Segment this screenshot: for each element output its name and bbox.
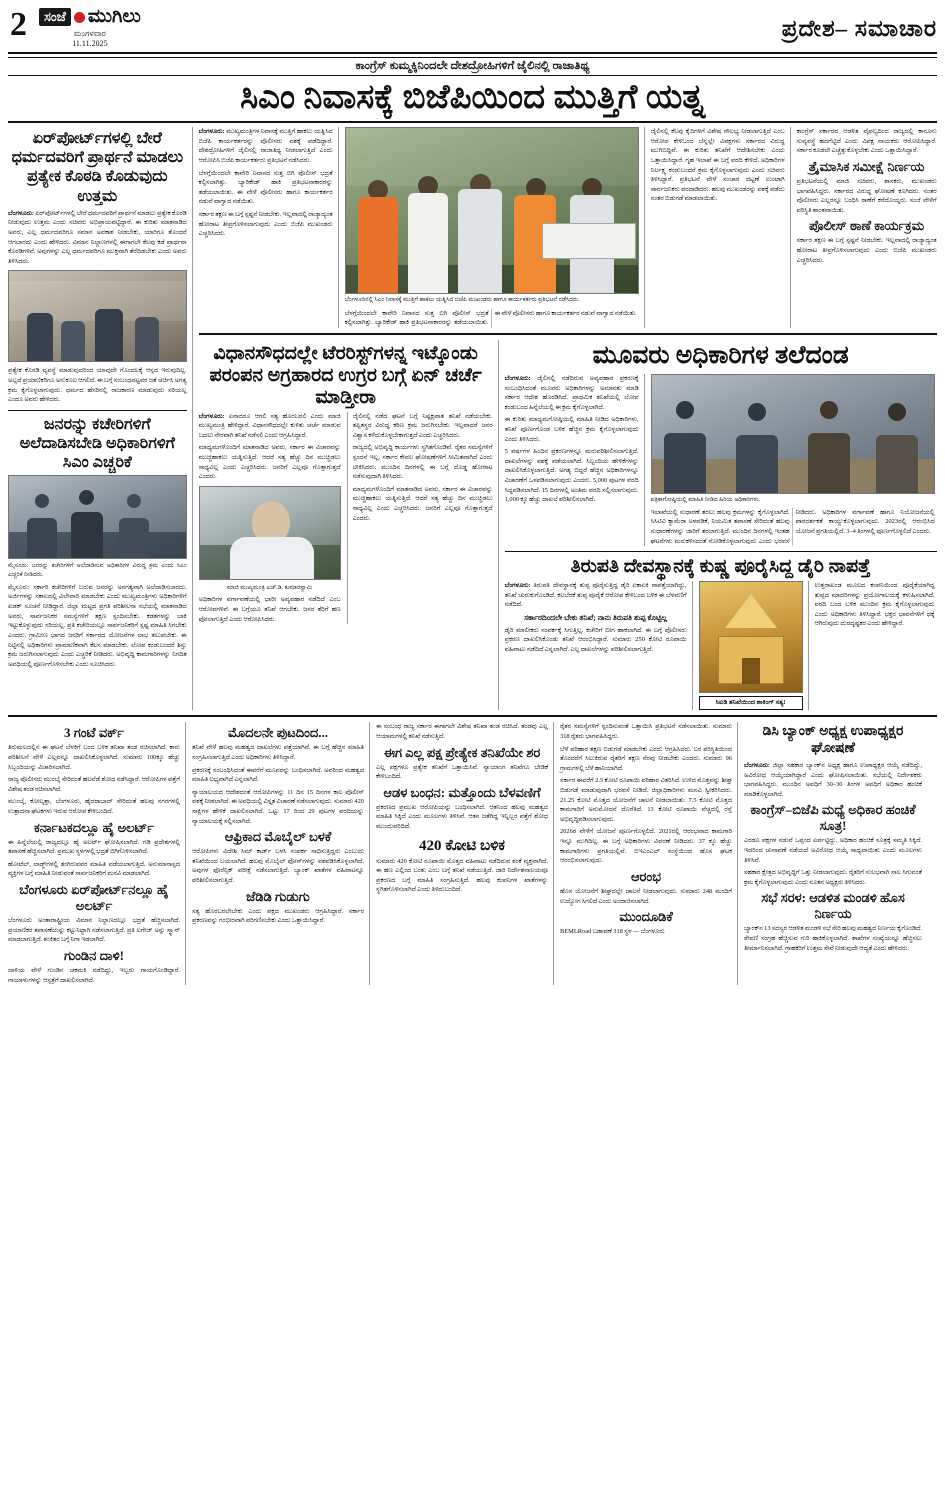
- left-story1-headline: ಏರ್‌ಪೋರ್ಟ್‌ಗಳಲ್ಲಿ ಬೇರೆ ಧರ್ಮದವರಿಗೆ ಪ್ರಾರ್ಥನೆ ಮಾಡಲು ಪ್ರತ್ಯೇಕ ಕೊಠಡಿ ಕೊಡುವುದು ಉತ್ತಮ: [11, 130, 184, 205]
- publication-logo: [39, 6, 141, 48]
- divider-main: [199, 333, 937, 335]
- bottom-c4-t2: ಬೆಳೆ ಪರಿಹಾರ ತಕ್ಷಣ ಬಿಡುಗಡೆ ಮಾಡಬೇಕು ಎಂದು ಆಗ್ರಹಿಸಿದರು. ಬರ ಪರಿಸ್ಥಿತಿಯಿಂದ ತೊಂದರೆಗೆ ಸಿಲುಕಿರುವ ರೈತರಿಗೆ ತಕ್ಷಣ ನೆರವು ನೀಡಬೇಕು ಎಂದರು. ಸುಮಾರು 96 ಗ್ರಾಮಗಳಲ್ಲಿ ಬೆಳೆ ಹಾನಿಯಾಗಿದೆ.: [560, 745, 732, 772]
- tirupati-side-text: ಉತ್ತರಾಖಂಡ ಮೂಲದ ಕಂಪನಿಯಿಂದ ಪೂರೈಕೆಯಾಗಿದ್ದ ತುಪ್ಪದ ಮಾದರಿಗಳನ್ನು ಪ್ರಯೋಗಾಲಯಕ್ಕೆ ಕಳುಹಿಸಲಾಗಿದೆ. ವರದಿ ಬಂದ ಬಳಿಕ ಮುಂದಿನ ಕ್ರಮ ಕೈಗೊಳ್ಳಲಾಗುವುದು ಎಂದು ಅಧಿಕಾರಿಗಳು ತಿಳಿಸಿದ್ದಾರೆ. ಭಕ್ತರ ಭಾವನೆಗಳಿಗೆ ಧಕ್ಕೆ ಆಗಿರುವುದು ದುರದೃಷ್ಟಕರ ಎಂದು ಹೇಳಿದ್ದಾರೆ.: [814, 581, 935, 628]
- logo-badge: ಸಂಜೆ: [39, 8, 71, 26]
- bottom-col-5: [744, 722, 922, 985]
- bottom-c5-h2: ಕಾಂಗ್ರೆಸ್‌–ಬಿಜೆಪಿ ಮಧ್ಯೆ ಅಧಿಕಾರ ಹಂಚಿಕೆ ಸೂತ್ರ!: [750, 802, 916, 834]
- tirupati-highlight: ಸರ್ಕಾರದಿಂದಲೇ ಬೇಕು ತನಿಖೆ; ನಾನು ತಿರುಪತಿ ತುಪ್ಪ ಕೊಟ್ಟಿಲ್ಲ: [524, 612, 668, 622]
- second-row: [199, 340, 937, 710]
- page-number: 2: [10, 6, 27, 43]
- bottom-c1-h1: 3 ಗಂಟೆ ವರ್ಕ್: [64, 725, 124, 741]
- bottom-c1-t4: ಈ ಹಿನ್ನೆಲೆಯಲ್ಲಿ ರಾಜ್ಯದಲ್ಲೂ ಹೈ ಅಲರ್ಟ್ ಘೋಷಿಸಲಾಗಿದೆ. ಗಡಿ ಪ್ರದೇಶಗಳಲ್ಲಿ ತಪಾಸಣೆ ಹೆಚ್ಚಿಸಲಾಗಿದೆ. ಪ್ರಮುಖ ಸ್ಥಳಗಳಲ್ಲಿ ಭದ್ರತೆ ಬಿಗಿಗೊಳಿಸಲಾಗಿದೆ.: [8, 838, 180, 856]
- terrorist-text5: ಅಧಿಕಾರಿಗಳ ವರ್ಗಾವಣೆಯಲ್ಲಿ ಭಾರೀ ಅವ್ಯವಹಾರ ನಡೆದಿದೆ ಎಂಬ ಆರೋಪಗಳಿವೆ. ಈ ಬಗ್ಗೆಯೂ ತನಿಖೆ ಆಗಬೇಕು. ಜನರ ತೆರಿಗೆ ಹಣ ಪೋಲಾಗುತ್ತಿದೆ ಎಂದು ಆರೋಪಿಸಿದರು.: [198, 596, 341, 623]
- terrorist-col-2: [347, 412, 493, 625]
- bottom-col-1: [8, 722, 186, 985]
- bottom-c2-h1: ಮೊದಲನೇ ಪುಟದಿಂದ...: [227, 725, 329, 741]
- main-para1: [199, 127, 333, 165]
- terrorist-story: [199, 340, 499, 710]
- terrorist-text2: ಮಾಧ್ಯಮಗಳೊಂದಿಗೆ ಮಾತನಾಡಿದ ಅವರು, ಸರ್ಕಾರ ಈ ವಿಚಾರವನ್ನು ಮುಚ್ಚಿಹಾಕಲು ಯತ್ನಿಸುತ್ತಿದೆ. ಆದರೆ ಸತ್ಯ ಹೆಚ್ಚು ದಿನ ಮುಚ್ಚಿಡಲು ಸಾಧ್ಯವಿಲ್ಲ ಎಂದು ಎಚ್ಚರಿಸಿದರು. ಜನರಿಗೆ ಎಲ್ಲವೂ ಗೊತ್ತಾಗುತ್ತದೆ ಎಂದರು.: [198, 444, 341, 481]
- bottom-c2-t3: ನ್ಯಾಯಾಲಯದ ಆದೇಶದಂತೆ ಆರೋಪಿಗಳನ್ನು 11 ದಿನ 15 ದಿನಗಳ ಕಾಲ ಪೊಲೀಸ್ ವಶಕ್ಕೆ ನೀಡಲಾಗಿದೆ. ಈ ಅವಧಿಯಲ್ಲಿ ವಿಸ್ತೃತ ವಿಚಾರಣೆ ನಡೆಸಲಾಗುವುದು. ಸುಮಾರು 420 ಸಾಕ್ಷಿಗಳ ಹೇಳಿಕೆ ದಾಖಲಿಸಲಾಗಿದೆ. ಒಟ್ಟು 17 ರಿಂದ 29 ಪುಟಗಳ ವರದಿಯನ್ನು ನ್ಯಾಯಾಲಯಕ್ಕೆ ಸಲ್ಲಿಸಲಾಗಿದೆ.: [192, 788, 364, 825]
- officers-dateline: ಬೆಂಗಳೂರು:: [504, 374, 531, 382]
- main-col-4: [797, 127, 937, 328]
- bottom-c2-h2: ಆಫ್ರಿಕಾದ ಮೊಬೈಲ್ ಬಳಕೆ: [224, 829, 332, 845]
- left-story1-dateline: ಬೆಂಗಳೂರು:: [8, 209, 34, 217]
- bottom-c5-t4: ಬ್ಯಾಂಕ್‌ನ 13 ಸದಸ್ಯರ ಆಡಳಿತ ಮಂಡಳಿ ಸಭೆ ಸೇರಿ ಹಲವು ಮಹತ್ವದ ನಿರ್ಣಯ ಕೈಗೊಂಡಿದೆ. ಠೇವಣಿ ಸಂಗ್ರಹ ಹೆಚ್ಚಿಸುವ ಗುರಿ ಹಾಕಿಕೊಳ್ಳಲಾಗಿದೆ. ಶಾಖೆಗಳ ಸಂಖ್ಯೆಯನ್ನೂ ಹೆಚ್ಚಿಸಲು ತೀರ್ಮಾನಿಸಲಾಗಿದೆ. ಗ್ರಾಹಕರಿಗೆ ಉತ್ತಮ ಸೇವೆ ನೀಡುವುದೇ ಆದ್ಯತೆ ಎಂದು ಹೇಳಿದರು.: [744, 925, 922, 952]
- main-column: [199, 127, 937, 710]
- left-story1-text2: ಪ್ರತ್ಯೇಕ ಕೊಠಡಿ ವ್ಯವಸ್ಥೆ ಮಾಡುವುದರಿಂದ ಯಾವುದೇ ಗೊಂದಲಕ್ಕೆ ಆಸ್ಪದ ಇರುವುದಿಲ್ಲ. ಅಲ್ಲದೆ ಪ್ರಯಾಣಿಕರಿಗೂ ಅನುಕೂಲ ಆಗಲಿದೆ. ಈ ಬಗ್ಗೆ ಸಂಬಂಧಪಟ್ಟವರ ಜತೆ ಚರ್ಚಿಸಿ ಅಗತ್ಯ ಕ್ರಮ ಕೈಗೊಳ್ಳಲಾಗುವುದು. ಧರ್ಮದ ಹೆಸರಿನಲ್ಲಿ ರಾಜಕಾರಣ ಮಾಡುವುದು ಸರಿಯಲ್ಲ ಎಂದೂ ಅವರು ಹೇಳಿದರು.: [8, 367, 187, 404]
- logo-row: [39, 6, 141, 28]
- bottom-c2-t5: ಸತ್ಯ ಹೊರಬರಲೇಬೇಕು ಎಂದು ಪಕ್ಷದ ಮುಖಂಡರು ಆಗ್ರಹಿಸಿದ್ದಾರೆ. ಸರ್ಕಾರ ಪ್ರಕರಣವನ್ನು ಗಂಭೀರವಾಗಿ ಪರಿಗಣಿಸಬೇಕು ಎಂದು ಒತ್ತಾಯಿಸಿದ್ದಾರೆ.: [192, 907, 364, 925]
- bottom-c3-h1: ಈಗ ಎಲ್ಲ ಪಕ್ಷ ಪ್ರೇತ್ಯೇಕ ತನಿಖೆಯೇ ಶರ: [383, 744, 541, 760]
- main-col4-text: ಕಾಂಗ್ರೆಸ್ ಸರ್ಕಾರದ ಆಡಳಿತ ವೈಫಲ್ಯದಿಂದ ರಾಜ್ಯದಲ್ಲಿ ಕಾನೂನು ಸುವ್ಯವಸ್ಥೆ ಹದಗೆಟ್ಟಿದೆ ಎಂದು ವಿಪಕ್ಷ ನಾಯಕರು ಆರೋಪಿಸಿದ್ದಾರೆ. ಸರ್ಕಾರ ಕೂಡಲೇ ಎಚ್ಚೆತ್ತುಕೊಳ್ಳಬೇಕು ಎಂದು ಒತ್ತಾಯಿಸಿದ್ದಾರೆ.: [796, 128, 937, 155]
- terrorist-dateline: ಬೆಂಗಳೂರು:: [198, 412, 225, 420]
- bottom-c3-t2: ಎಲ್ಲ ಪಕ್ಷಗಳೂ ಪ್ರತ್ಯೇಕ ತನಿಖೆಗೆ ಒತ್ತಾಯಿಸಿವೆ. ನ್ಯಾಯಾಂಗ ತನಿಖೆಗೂ ಬೇಡಿಕೆ ಕೇಳಿಬಂದಿದೆ.: [376, 763, 548, 781]
- main-col4-sub2: ಪೊಲೀಸ್ ಠಾಣೆ ಕಾರ್ಯಕ್ರಮ: [809, 218, 925, 234]
- terrorist-text1-body: ಏನಾದರೂ ಆಗಲಿ ಸತ್ಯ ಹೊರಬರಲಿ ಎಂದು ಮಾಜಿ ಮುಖ್ಯಮಂತ್ರಿ ಹೇಳಿದ್ದಾರೆ. ವಿಧಾನಸೌಧದಲ್ಲೇ ಕುಳಿತು ಚರ್ಚೆ ಮಾಡುವ ಬದಲು ನೇರವಾಗಿ ತನಿಖೆ ನಡೆಸಲಿ ಎಂದು ಆಗ್ರಹಿಸಿದ್ದಾರೆ.: [198, 412, 341, 439]
- logo-dot-icon: [74, 12, 85, 23]
- main-col-2: [345, 127, 645, 328]
- left-story2-headline: ಜನರನ್ನು ಕಚೇರಿಗಳಿಗೆ ಅಲೆದಾಡಿಸಬೇಡಿ ಅಧಿಕಾರಿಗಳಿಗೆ ಸಿಎಂ ಎಚ್ಚರಿಕೆ: [19, 415, 175, 472]
- upper-section: [8, 127, 937, 710]
- bottom-c5-t2: ಎರಡೂ ಪಕ್ಷಗಳ ನಡುವೆ ಒಪ್ಪಂದ ಏರ್ಪಟ್ಟಿದ್ದು, ಅಧಿಕಾರ ಹಂಚಿಕೆ ಸೂತ್ರಕ್ಕೆ ಸಮ್ಮತಿ ಸಿಕ್ಕಿದೆ. ಇದರಿಂದ ಚುನಾವಣೆ ನಡೆಯದೆ ಅವಿರೋಧ ಆಯ್ಕೆ ಸಾಧ್ಯವಾಯಿತು ಎಂದು ಮೂಲಗಳು ತಿಳಿಸಿವೆ.: [744, 837, 922, 864]
- officers-col-1: [505, 374, 645, 546]
- tirupati-badge: ಸಿಐಡಿ ತನಿಖೆಯಿಂದ ಶಾಕಿಂಗ್ ಸತ್ಯ!: [699, 696, 803, 710]
- main-col4-sub1: ತ್ರೈಮಾಸಿಕ ಸಮೀಕ್ಷೆ ನಿರ್ಣಯ: [808, 158, 925, 174]
- bottom-c5-h3: ಸಭೆ ಸರಳ: ಆಡಳಿತ ಮಂಡಳಿ ಹೊಸ ನಿರ್ಣಯ: [761, 890, 905, 922]
- main-col3-text: ಜೈಲಿನಲ್ಲಿ ಕೆಲವು ಕೈದಿಗಳಿಗೆ ವಿಶೇಷ ಸೌಲಭ್ಯ ನೀಡಲಾಗುತ್ತಿದೆ ಎಂಬ ಆರೋಪ ಕೇಳಿಬಂದ ಬೆನ್ನಲ್ಲೇ ವಿಪಕ್ಷಗಳು ಸರ್ಕಾರದ ವಿರುದ್ಧ ಮುಗಿಬಿದ್ದಿವೆ. ಈ ಕುರಿತು ತನಿಖೆಗೆ ಆದೇಶಿಸಬೇಕು ಎಂದು ಒತ್ತಾಯಿಸಿದ್ದಾರೆ. ಗೃಹ ಇಲಾಖೆ ಈ ಬಗ್ಗೆ ವರದಿ ಕೇಳಿದೆ. ಅಧಿಕಾರಿಗಳ ನಿರ್ಲಕ್ಷ್ಯ ಕಂಡುಬಂದರೆ ಕ್ರಮ ಕೈಗೊಳ್ಳಲಾಗುವುದು ಎಂದು ಸಚಿವರು ತಿಳಿಸಿದ್ದಾರೆ. ಪ್ರತಿಭಟನೆ ವೇಳೆ ಸಂಚಾರ ದಟ್ಟಣೆ ಉಂಟಾಗಿ ಸಾರ್ವಜನಿಕರು ಪರದಾಡಿದರು. ಹಲವು ಮುಖಂಡರನ್ನು ವಶಕ್ಕೆ ಪಡೆದು ನಂತರ ಬಿಡುಗಡೆ ಮಾಡಲಾಯಿತು.: [650, 128, 785, 203]
- bottom-c5-t3: ಸಹಕಾರ ಕ್ಷೇತ್ರದ ಅಭಿವೃದ್ಧಿಗೆ ಒತ್ತು ನೀಡಲಾಗುವುದು. ರೈತರಿಗೆ ಸುಲಭವಾಗಿ ಸಾಲ ಸಿಗುವಂತೆ ಕ್ರಮ ಕೈಗೊಳ್ಳಲಾಗುವುದು ಎಂದು ನೂತನ ಅಧ್ಯಕ್ಷರು ತಿಳಿಸಿದರು.: [744, 869, 922, 886]
- tirupati-col-3: [815, 581, 935, 710]
- divider-tirupati: [505, 551, 937, 552]
- left-story1-body: ಏರ್‌ಪೋರ್ಟ್‌ಗಳಲ್ಲಿ ಬೇರೆ ಧರ್ಮದವರಿಗೆ ಪ್ರಾರ್ಥನೆ ಮಾಡಲು ಪ್ರತ್ಯೇಕ ಕೊಠಡಿ ನೀಡುವುದು ಉತ್ತಮ ಎಂದು ಸಚಿವರು ಅಭಿಪ್ರಾಯಪಟ್ಟಿದ್ದಾರೆ. ಈ ಕುರಿತು ಮಾತನಾಡಿದ ಅವರು, ಎಲ್ಲ ಧರ್ಮದವರಿಗೂ ಸಮಾನ ಅವಕಾಶ ನೀಡಬೇಕು, ಯಾರಿಗೂ ತೊಂದರೆ ಆಗಬಾರದು ಎಂದು ಹೇಳಿದರು. ವಿಮಾನ ನಿಲ್ದಾಣಗಳಲ್ಲಿ ಈಗಾಗಲೇ ಕೆಲವು ಕಡೆ ಪ್ರಾರ್ಥನಾ ಕೊಠಡಿಗಳಿವೆ. ಅವುಗಳನ್ನು ಎಲ್ಲ ಧರ್ಮದವರಿಗೂ ಮುಕ್ತವಾಗಿ ತೆರೆದಿಡಬೇಕು ಎಂದು ಅವರು ತಿಳಿಸಿದರು.: [8, 209, 187, 265]
- bottom-c1-t6: ಬೆಂಗಳೂರು ಅಂತಾರಾಷ್ಟ್ರೀಯ ವಿಮಾನ ನಿಲ್ದಾಣದಲ್ಲೂ ಭದ್ರತೆ ಹೆಚ್ಚಿಸಲಾಗಿದೆ. ಪ್ರಯಾಣಿಕರ ತಪಾಸಣೆಯನ್ನು ಕಟ್ಟುನಿಟ್ಟಾಗಿ ನಡೆಸಲಾಗುತ್ತಿದೆ. ಪ್ರತಿ ಲಗೇಜ್ ಅನ್ನು ಸ್ಕ್ಯಾನ್ ಮಾಡಲಾಗುತ್ತಿದೆ. ಶಂಕಿತರ ಬಗ್ಗೆ ನಿಗಾ ಇಡಲಾಗಿದೆ.: [8, 917, 180, 944]
- bottom-c1-t5: ಹೋಟೆಲ್, ಲಾಡ್ಜ್‌ಗಳಲ್ಲಿ ತಂಗಿರುವವರ ಮಾಹಿತಿ ಪಡೆಯಲಾಗುತ್ತಿದೆ. ಅನುಮಾನಾಸ್ಪದ ವ್ಯಕ್ತಿಗಳ ಬಗ್ಗೆ ಮಾಹಿತಿ ನೀಡುವಂತೆ ಸಾರ್ವಜನಿಕರಿಗೆ ಮನವಿ ಮಾಡಲಾಗಿದೆ.: [8, 860, 180, 878]
- bottom-c1-t1: ತಿರುಮಲದಲ್ಲಿನ ಈ ಘಟನೆ ಬೆಳಕಿಗೆ ಬಂದ ಬಳಿಕ ತನಿಖಾ ತಂಡ ರಚಿಸಲಾಗಿದೆ. ಕಾರು ಪರಿಶೀಲನೆ ವೇಳೆ ಎಲ್ಲವನ್ನೂ ದಾಖಲಿಸಿಕೊಳ್ಳಲಾಗಿದೆ. ಸುಮಾರು 100ಕ್ಕೂ ಹೆಚ್ಚು ಸಿಬ್ಬಂದಿಯನ್ನು ವಿಚಾರಿಸಲಾಗಿದೆ.: [8, 744, 180, 771]
- main-col4-text-c: ಸರ್ಕಾರ ತಕ್ಷಣ ಈ ಬಗ್ಗೆ ಸ್ಪಷ್ಟನೆ ನೀಡಬೇಕು. ಇಲ್ಲವಾದಲ್ಲಿ ರಾಜ್ಯಾದ್ಯಂತ ಹೋರಾಟ ತೀವ್ರಗೊಳಿಸಲಾಗುವುದು ಎಂದು ಬಿಜೆಪಿ ಮುಖಂಡರು ಎಚ್ಚರಿಸಿದರು.: [796, 237, 937, 264]
- terrorist-text3: ಜೈಲಿನಲ್ಲಿ ನಡೆದ ಘಟನೆ ಬಗ್ಗೆ ನಿಷ್ಪಕ್ಷಪಾತ ತನಿಖೆ ನಡೆಯಬೇಕು. ತಪ್ಪಿತಸ್ಥರ ವಿರುದ್ಧ ಕಠಿಣ ಕ್ರಮ ಜರುಗಿಸಬೇಕು. ಇಲ್ಲವಾದರೆ ಜನರ ವಿಶ್ವಾಸ ಕಳೆದುಕೊಳ್ಳಬೇಕಾಗುತ್ತದೆ ಎಂದು ಎಚ್ಚರಿಸಿದರು.: [352, 412, 493, 439]
- bottom-c1-t7: ದಾಳಿಯ ವೇಳೆ ಗುಂಡಿನ ಚಕಮಕಿ ನಡೆದಿದ್ದು, ಇಬ್ಬರು ಗಾಯಗೊಂಡಿದ್ದಾರೆ. ಗಾಯಾಳುಗಳನ್ನು ಆಸ್ಪತ್ರೆಗೆ ದಾಖಲಿಸಲಾಗಿದೆ.: [8, 966, 180, 984]
- officers-text3: 5 ವರ್ಷಗಳ ಹಿಂದಿನ ಪ್ರಕರಣಗಳನ್ನೂ ಮರುಪರಿಶೀಲಿಸಲಾಗುತ್ತಿದೆ. ದಾಖಲೆಗಳನ್ನು ವಶಕ್ಕೆ ಪಡೆಯಲಾಗಿದೆ. ಸಿಬ್ಬಂದಿಯ ಹೇಳಿಕೆಗಳನ್ನು ದಾಖಲಿಸಿಕೊಳ್ಳಲಾಗುತ್ತಿದೆ. ಅಗತ್ಯ ಬಿದ್ದರೆ ಹೆಚ್ಚಿನ ಅಧಿಕಾರಿಗಳನ್ನೂ ವಿಚಾರಣೆಗೆ ಒಳಪಡಿಸಲಾಗುವುದು ಎಂದರು. 5,000 ಪುಟಗಳ ವರದಿ ಸಿದ್ಧಪಡಿಸಲಾಗಿದೆ. 15 ದಿನಗಳಲ್ಲಿ ಅಂತಿಮ ವರದಿ ಸಲ್ಲಿಸಲಾಗುವುದು. 1,000 ಕ್ಕೂ ಹೆಚ್ಚು ದಾಖಲೆ ಪರಿಶೀಲಿಸಲಾಗಿದೆ.: [504, 448, 639, 504]
- bottom-col-4: [560, 722, 738, 985]
- masthead-weekday: ಮಂಗಳವಾರ: [73, 29, 106, 38]
- bottom-c4-t5: ಹೊಸ ಯೋಜನೆಗೆ ಶೀಘ್ರದಲ್ಲೇ ಚಾಲನೆ ನೀಡಲಾಗುವುದು. ಸುಮಾರು 248 ಮಂದಿಗೆ ಉದ್ಯೋಗ ಸಿಗಲಿದೆ ಎಂದು ಅಂದಾಜಿಸಲಾಗಿದೆ.: [560, 887, 732, 905]
- terrorist-photo: [199, 486, 341, 580]
- bottom-c3-h3: 420 ಕೋಟಿ ಬಳಿಕ: [418, 837, 506, 854]
- bottom-c5-t1-body: ಜಿಲ್ಲಾ ಸಹಕಾರ ಬ್ಯಾಂಕ್‌ನ ಅಧ್ಯಕ್ಷ ಹಾಗೂ ಉಪಾಧ್ಯಕ್ಷರ ಆಯ್ಕೆ ನಡೆದಿದ್ದು, ಅವಿರೋಧ ಆಯ್ಕೆಯಾಗಿದ್ದಾರೆ ಎಂದು ಘೋಷಿಸಲಾಯಿತು. ಸಭೆಯಲ್ಲಿ ನಿರ್ದೇಶಕರು ಭಾಗವಹಿಸಿದ್ದರು. ಮುಂದಿನ ಅವಧಿಗೆ 30–30 ತಿಂಗಳ ಅವಧಿಗೆ ಅಧಿಕಾರ ಹಂಚಿಕೆ ಮಾಡಿಕೊಳ್ಳಲಾಗಿದೆ.: [744, 761, 922, 798]
- bottom-c5-t1: [744, 761, 922, 799]
- tirupati-dateline: ಬೆಂಗಳೂರು:: [504, 581, 531, 589]
- terrorist-text4: ರಾಜ್ಯದಲ್ಲಿ ಅಭಿವೃದ್ಧಿ ಕಾರ್ಯಗಳು ಸ್ಥಗಿತಗೊಂಡಿವೆ. ರೈತರ ಸಮಸ್ಯೆಗಳಿಗೆ ಸ್ಪಂದನೆ ಇಲ್ಲ. ಸರ್ಕಾರ ಕೇವಲ ಘೋಷಣೆಗಳಿಗೆ ಸೀಮಿತವಾಗಿದೆ ಎಂದು ಟೀಕಿಸಿದರು. ಮುಂದಿನ ದಿನಗಳಲ್ಲಿ ಈ ಬಗ್ಗೆ ದೊಡ್ಡ ಹೋರಾಟ ನಡೆಸುವುದಾಗಿ ತಿಳಿಸಿದರು.: [352, 444, 493, 481]
- bottom-c3-h2: ಆಡಳ ಬಂಧನ: ಮತ್ತೊಂದು ಬೆಳವಣಿಗೆ: [383, 784, 541, 800]
- officers-photo-caption: ಪತ್ರಿಕಾಗೋಷ್ಠಿಯಲ್ಲಿ ಮಾಹಿತಿ ನೀಡಿದ ಹಿರಿಯ ಅಧಿಕಾರಿಗಳು.: [650, 496, 761, 503]
- bottom-c4-t6: BEMLRoad ಬಡಾವಣೆ 318 ಸ್ಥಳ — ಬೆಂಗಳೂರು: [560, 928, 665, 936]
- tirupati-headline: ತಿರುಪತಿ ದೇವಸ್ಥಾನಕ್ಕೆ ಕುಷ್ಣ ಪೂರೈಸಿದ್ದ ಡೈರಿ ನಾಪತ್ತೆ: [570, 556, 871, 578]
- main-dateline: ಬೆಂಗಳೂರು:: [198, 128, 225, 136]
- officers-text4: ಇಲಾಖೆಯಲ್ಲಿ ಸುಧಾರಣೆ ತರಲು ಹಲವು ಕ್ರಮಗಳನ್ನು ಕೈಗೊಳ್ಳಲಾಗಿದೆ. ಸಿಸಿಟಿವಿ ಕ್ಯಾಮೆರಾ ಅಳವಡಿಕೆ, ನಿಯಮಿತ ತಪಾಸಣೆ ಸೇರಿದಂತೆ ಹಲವು ಸುಧಾರಣೆಗಳನ್ನು ಜಾರಿಗೆ ತರಲಾಗುತ್ತಿದೆ. ಮುಂದಿನ ದಿನಗಳಲ್ಲಿ ಇಂತಹ ಘಟನೆಗಳು ಮರುಕಳಿಸದಂತೆ ನೋಡಿಕೊಳ್ಳಲಾಗುವುದು ಎಂದು ಭರವಸೆ ನೀಡಿದರು. ಅಧಿಕಾರಿಗಳ ವರ್ಗಾವಣೆ ಹಾಗೂ ನಿಯೋಜನೆಯಲ್ಲಿ ಪಾರದರ್ಶಕತೆ ಕಾಯ್ದುಕೊಳ್ಳಲಾಗುವುದು. 2023ರಲ್ಲಿ ಆರಂಭಿಸಿದ ಯೋಜನೆ ಪ್ರಗತಿಯಲ್ಲಿದೆ. 3–4 ತಿಂಗಳಲ್ಲಿ ಪೂರ್ಣಗೊಳ್ಳಲಿದೆ ಎಂದರು.: [650, 508, 935, 545]
- bottom-c4-t1: ರೈತರ ಸಮಸ್ಯೆಗಳಿಗೆ ಸ್ಪಂದಿಸುವಂತೆ ಒತ್ತಾಯಿಸಿ ಪ್ರತಿಭಟನೆ ನಡೆಸಲಾಯಿತು. ಸುಮಾರು 318 ರೈತರು ಭಾಗವಹಿಸಿದ್ದರು.: [560, 723, 732, 740]
- bottom-c5-h1: ಡಿಸಿ ಬ್ಯಾಂಕ್ ಅಧ್ಯಕ್ಷ ಉಪಾಧ್ಯಕ್ಷರ ಘೋಷಣೆ: [762, 724, 904, 757]
- officers-text1-body: ಜೈಲಿನಲ್ಲಿ ನಡೆದಿರುವ ಅವ್ಯವಹಾರ ಪ್ರಕರಣಕ್ಕೆ ಸಂಬಂಧಿಸಿದಂತೆ ಮೂವರು ಅಧಿಕಾರಿಗಳನ್ನು ಅಮಾನತು ಮಾಡಿ ಸರ್ಕಾರ ಆದೇಶ ಹೊರಡಿಸಿದೆ. ಪ್ರಾಥಮಿಕ ತನಿಖೆಯಲ್ಲಿ ಲೋಪ ಕಂಡುಬಂದ ಹಿನ್ನೆಲೆಯಲ್ಲಿ ಈ ಕ್ರಮ ಕೈಗೊಳ್ಳಲಾಗಿದೆ.: [504, 374, 639, 411]
- officers-text1: [505, 374, 639, 412]
- tirupati-col-1: [505, 581, 693, 710]
- right-stack: [505, 340, 937, 710]
- bottom-c2-t1: ತನಿಖೆ ವೇಳೆ ಹಲವು ಮಹತ್ವದ ದಾಖಲೆಗಳು ಪತ್ತೆಯಾಗಿವೆ. ಈ ಬಗ್ಗೆ ಹೆಚ್ಚಿನ ಮಾಹಿತಿ ಸಂಗ್ರಹಿಸಲಾಗುತ್ತಿದೆ ಎಂದು ಅಧಿಕಾರಿಗಳು ತಿಳಿಸಿದ್ದಾರೆ.: [192, 744, 364, 761]
- officers-headline: ಮೂವರು ಅಧಿಕಾರಿಗಳ ತಲೆದಂಡ: [592, 341, 849, 369]
- main-col4-text-b: ಪ್ರತಿಭಟನೆಯಲ್ಲಿ ಮಾಜಿ ಸಚಿವರು, ಶಾಸಕರು, ಮುಖಂಡರು ಭಾಗವಹಿಸಿದ್ದರು. ಸರ್ಕಾರದ ವಿರುದ್ಧ ಘೋಷಣೆ ಕೂಗಿದರು. ನಂತರ ಪೊಲೀಸರು ಎಲ್ಲರನ್ನೂ ಬಂಧಿಸಿ ಠಾಣೆಗೆ ಕರೆದೊಯ್ದರು. ಸಂಜೆ ವೇಳೆಗೆ ಪರಿಸ್ಥಿತಿ ಶಾಂತವಾಯಿತು.: [796, 177, 937, 214]
- main-para1-text: ಮುಖ್ಯಮಂತ್ರಿಗಳ ನಿವಾಸಕ್ಕೆ ಮುತ್ತಿಗೆ ಹಾಕಲು ಯತ್ನಿಸಿದ ಬಿಜೆಪಿ ಕಾರ್ಯಕರ್ತರನ್ನು ಪೊಲೀಸರು ವಶಕ್ಕೆ ಪಡೆದಿದ್ದಾರೆ. ದೇಶದ್ರೋಹಿಗಳಿಗೆ ಜೈಲಿನಲ್ಲಿ ರಾಜಾತಿಥ್ಯ ನೀಡಲಾಗುತ್ತಿದೆ ಎಂದು ಆರೋಪಿಸಿ ಬಿಜೆಪಿ ಕಾರ್ಯಕರ್ತರು ಪ್ರತಿಭಟನೆ ನಡೆಸಿದರು.: [198, 128, 333, 164]
- left-story2-photo: [8, 475, 187, 559]
- logo-word: ಮುಗಿಲು: [87, 6, 141, 27]
- bottom-c1-h4: ಗುಂಡಿನ ದಾಳಿ!: [64, 947, 124, 963]
- bottom-c5-dateline: ಬೆಂಗಳೂರು:: [744, 761, 770, 769]
- left-column: [8, 127, 193, 710]
- tirupati-photo: [699, 581, 803, 693]
- officers-text2: ಈ ಕುರಿತು ಮಾಧ್ಯಮಗೋಷ್ಠಿಯಲ್ಲಿ ಮಾಹಿತಿ ನೀಡಿದ ಅಧಿಕಾರಿಗಳು, ತನಿಖೆ ಪೂರ್ಣಗೊಂಡ ಬಳಿಕ ಹೆಚ್ಚಿನ ಕ್ರಮ ಕೈಗೊಳ್ಳಲಾಗುವುದು ಎಂದು ತಿಳಿಸಿದರು.: [504, 416, 639, 443]
- main-photo: [345, 127, 639, 294]
- bottom-c1-t3: ಮುಂಬೈ, ಕೋಲ್ಕತ್ತಾ, ಬೆಂಗಳೂರು, ಹೈದರಾಬಾದ್ ಸೇರಿದಂತೆ ಹಲವು ನಗರಗಳಲ್ಲಿ ಉತ್ಪಾದನಾ ಘಟಕಗಳು ಇರುವ ಆರೋಪ ಕೇಳಿಬಂದಿದೆ.: [8, 798, 180, 816]
- masthead-left: [8, 6, 141, 48]
- left-story2-caption: ಮೈಸೂರು: ಜನರನ್ನು ಕಚೇರಿಗಳಿಗೆ ಅಲೆದಾಡಿಸುವ ಅಧಿಕಾರಿಗಳ ವಿರುದ್ಧ ಕ್ರಮ ಎಂದು ಸಿಎಂ ಎಚ್ಚರಿಕೆ ನೀಡಿದರು.: [8, 563, 187, 579]
- bottom-c1-t2: ರಾಜ್ಯ ಪೊಲೀಸರು ಮುಂಬೈ ಸೇರಿದಂತೆ ಹಲವೆಡೆ ಶೋಧ ನಡೆಸಿದ್ದಾರೆ. ಆರೋಪಿಗಳ ಪತ್ತೆಗೆ ವಿಶೇಷ ತಂಡ ರಚಿಸಲಾಗಿದೆ.: [8, 776, 180, 793]
- tirupati-col-2: [699, 581, 809, 710]
- banner-headline: ಸಿಎಂ ನಿವಾಸಕ್ಕೆ ಬಿಜೆಪಿಯಿಂದ ಮುತ್ತಿಗೆ ಯತ್ನ: [8, 76, 937, 123]
- bottom-c3-t4: ಸುಮಾರು 420 ಕೋಟಿ ರೂಪಾಯಿ ಮೊತ್ತದ ವಹಿವಾಟು ನಡೆದಿರುವ ಶಂಕೆ ವ್ಯಕ್ತವಾಗಿದೆ. ಈ ಹಣ ಎಲ್ಲಿಂದ ಬಂತು ಎಂಬ ಬಗ್ಗೆ ತನಿಖೆ ನಡೆಯುತ್ತಿದೆ. ಜಾರಿ ನಿರ್ದೇಶನಾಲಯವೂ ಪ್ರಕರಣದ ಬಗ್ಗೆ ಮಾಹಿತಿ ಸಂಗ್ರಹಿಸುತ್ತಿದೆ. ಹಲವು ಕಂಪನಿಗಳ ಖಾತೆಗಳನ್ನು ಸ್ಥಗಿತಗೊಳಿಸಲಾಗಿದೆ ಎಂದು ತಿಳಿದುಬಂದಿದೆ.: [376, 857, 548, 894]
- main-col-3: [651, 127, 791, 328]
- tirupati-text1: [505, 581, 687, 610]
- terrorist-text1: [199, 412, 341, 441]
- left-story2-text: ಮೈಸೂರು: ಸರ್ಕಾರಿ ಕಚೇರಿಗಳಿಗೆ ಬರುವ ಜನರನ್ನು ಅನಗತ್ಯವಾಗಿ ಅಲೆದಾಡಿಸಬಾರದು. ಅರ್ಜಿಗಳನ್ನು ಸಕಾಲದಲ್ಲಿ ವಿಲೇವಾರಿ ಮಾಡಬೇಕು ಎಂದು ಮುಖ್ಯಮಂತ್ರಿಗಳು ಅಧಿಕಾರಿಗಳಿಗೆ ಖಡಕ್ ಸೂಚನೆ ನೀಡಿದ್ದಾರೆ. ಜಿಲ್ಲಾ ಮಟ್ಟದ ಪ್ರಗತಿ ಪರಿಶೀಲನಾ ಸಭೆಯಲ್ಲಿ ಮಾತನಾಡಿದ ಅವರು, ಸಾರ್ವಜನಿಕರ ಸಮಸ್ಯೆಗಳಿಗೆ ತಕ್ಷಣ ಸ್ಪಂದಿಸಬೇಕು. ಕಡತಗಳನ್ನು ಬಾಕಿ ಇಟ್ಟುಕೊಳ್ಳುವುದು ಸರಿಯಲ್ಲ. ಪ್ರತಿ ಕಚೇರಿಯಲ್ಲೂ ಸಾರ್ವಜನಿಕರಿಗೆ ಸ್ಪಷ್ಟ ಮಾಹಿತಿ ಸಿಗಬೇಕು ಎಂದರು. ಗ್ರಾಮೀಣ ಭಾಗದ ಜನರಿಗೆ ಸರ್ಕಾರದ ಯೋಜನೆಗಳ ಲಾಭ ತಲುಪಬೇಕು. ಈ ನಿಟ್ಟಿನಲ್ಲಿ ಅಧಿಕಾರಿಗಳು ಪ್ರಾಮಾಣಿಕವಾಗಿ ಕೆಲಸ ಮಾಡಬೇಕು. ಲೋಪ ಕಂಡುಬಂದರೆ ಶಿಸ್ತು ಕ್ರಮ ಜರುಗಿಸಲಾಗುವುದು ಎಂದು ಎಚ್ಚರಿಕೆ ನೀಡಿದರು. ಅಭಿವೃದ್ಧಿ ಕಾಮಗಾರಿಗಳನ್ನು ನಿಗದಿತ ಅವಧಿಯಲ್ಲಿ ಪೂರ್ಣಗೊಳಿಸಬೇಕು ಎಂದು ಸೂಚಿಸಿದರು.: [8, 583, 187, 668]
- terrorist-headline: ವಿಧಾನಸೌಧದಲ್ಲೇ ಟೆರರಿಸ್ಟ್‌ಗಳನ್ನ ಇಟ್ಕೊಂಡು ಪರಂಪನ ಅಗ್ರಹಾರದ ಉಗ್ರರ ಬಗ್ಗೆ ಏನ್ ಚರ್ಚೆ ಮಾಡ್ತೀರಾ: [209, 342, 482, 408]
- section-title: ಪ್ರದೇಶ– ಸಮಾಚಾರ: [781, 16, 937, 41]
- main-photo-below-text: ಬೆಳಗ್ಗೆಯಿಂದಲೇ ಕಾವೇರಿ ನಿವಾಸದ ಸುತ್ತ ಬಿಗಿ ಪೊಲೀಸ್ ಭದ್ರತೆ ಕಲ್ಪಿಸಲಾಗಿತ್ತು. ಬ್ಯಾರಿಕೇಡ್ ಹಾಕಿ ಪ್ರತಿಭಟನಾಕಾರರನ್ನು ತಡೆಯಲಾಯಿತು. ಈ ವೇಳೆ ಪೊಲೀಸರು ಹಾಗೂ ಕಾರ್ಯಕರ್ತರ ನಡುವೆ ವಾಗ್ವಾದ ನಡೆಯಿತು.: [344, 309, 637, 327]
- bottom-c1-h2: ಕರ್ನಾಟಕದಲ್ಲೂ ಹೈ ಅಲರ್ಟ್: [33, 819, 155, 835]
- main-col-1: [199, 127, 339, 328]
- terrorist-col-1: [199, 412, 341, 625]
- tirupati-text2: ಡೈರಿ ಮಾಲೀಕರು ಸಂಪರ್ಕಕ್ಕೆ ಸಿಗುತ್ತಿಲ್ಲ. ಕಚೇರಿಗೆ ಬೀಗ ಹಾಕಲಾಗಿದೆ. ಈ ಬಗ್ಗೆ ಪೊಲೀಸರು ಪ್ರಕರಣ ದಾಖಲಿಸಿಕೊಂಡು ತನಿಖೆ ಆರಂಭಿಸಿದ್ದಾರೆ. ಸುಮಾರು 250 ಕೋಟಿ ರೂಪಾಯಿ ವಹಿವಾಟು ನಡೆದಿದೆ ಎನ್ನಲಾಗಿದೆ. ಎಲ್ಲ ದಾಖಲೆಗಳನ್ನು ಪರಿಶೀಲಿಸಲಾಗುತ್ತಿದೆ.: [504, 626, 687, 653]
- bottom-c4-h2: ಮುಂದೂಡಿಕೆ: [619, 909, 673, 925]
- left-story1-text: [8, 209, 187, 267]
- masthead: [8, 6, 937, 54]
- main-top-row: [199, 127, 937, 328]
- tirupati-text1-body: ತಿರುಪತಿ ದೇವಸ್ಥಾನಕ್ಕೆ ತುಪ್ಪ ಪೂರೈಸುತ್ತಿದ್ದ ಡೈರಿ ಏಕಾಏಕಿ ನಾಪತ್ತೆಯಾಗಿದ್ದು, ತನಿಖೆ ಚುರುಕುಗೊಂಡಿದೆ. ಕಲಬೆರಕೆ ತುಪ್ಪ ಪೂರೈಕೆ ಆರೋಪ ಕೇಳಿಬಂದ ಬಳಿಕ ಈ ಬೆಳವಣಿಗೆ ನಡೆದಿದೆ.: [504, 581, 687, 609]
- terrorist-text2b: ಮಾಧ್ಯಮಗಳೊಂದಿಗೆ ಮಾತನಾಡಿದ ಅವರು, ಸರ್ಕಾರ ಈ ವಿಚಾರವನ್ನು ಮುಚ್ಚಿಹಾಕಲು ಯತ್ನಿಸುತ್ತಿದೆ. ಆದರೆ ಸತ್ಯ ಹೆಚ್ಚು ದಿನ ಮುಚ್ಚಿಡಲು ಸಾಧ್ಯವಿಲ್ಲ ಎಂದು ಎಚ್ಚರಿಸಿದರು. ಜನರಿಗೆ ಎಲ್ಲವೂ ಗೊತ್ತಾಗುತ್ತದೆ ಎಂದರು.: [352, 485, 493, 522]
- bottom-col-3: [376, 722, 554, 985]
- masthead-date: 11.11.2025: [72, 39, 108, 48]
- bottom-col-2: [192, 722, 370, 985]
- bottom-c4-h1: ಆರಂಭ: [630, 868, 662, 884]
- main-para2: ಬೆಳಗ್ಗೆಯಿಂದಲೇ ಕಾವೇರಿ ನಿವಾಸದ ಸುತ್ತ ಬಿಗಿ ಪೊಲೀಸ್ ಭದ್ರತೆ ಕಲ್ಪಿಸಲಾಗಿತ್ತು. ಬ್ಯಾರಿಕೇಡ್ ಹಾಕಿ ಪ್ರತಿಭಟನಾಕಾರರನ್ನು ತಡೆಯಲಾಯಿತು. ಈ ವೇಳೆ ಪೊಲೀಸರು ಹಾಗೂ ಕಾರ್ಯಕರ್ತರ ನಡುವೆ ವಾಗ್ವಾದ ನಡೆಯಿತು.: [198, 169, 333, 206]
- main-para3: ಸರ್ಕಾರ ತಕ್ಷಣ ಈ ಬಗ್ಗೆ ಸ್ಪಷ್ಟನೆ ನೀಡಬೇಕು. ಇಲ್ಲವಾದಲ್ಲಿ ರಾಜ್ಯಾದ್ಯಂತ ಹೋರಾಟ ತೀವ್ರಗೊಳಿಸಲಾಗುವುದು ಎಂದು ಬಿಜೆಪಿ ಮುಖಂಡರು ಎಚ್ಚರಿಸಿದರು.: [198, 210, 333, 238]
- divider-1: [8, 410, 187, 411]
- bottom-section: [8, 722, 937, 985]
- bottom-c2-t2: ಪ್ರಕರಣಕ್ಕೆ ಸಂಬಂಧಿಸಿದಂತೆ ಈವರೆಗೆ ಮೂವರನ್ನು ಬಂಧಿಸಲಾಗಿದೆ. ಅವರಿಂದ ಮಹತ್ವದ ಮಾಹಿತಿ ಲಭ್ಯವಾಗಿದೆ ಎನ್ನಲಾಗಿದೆ.: [192, 766, 364, 784]
- banner-kicker: ಕಾಂಗ್ರೆಸ್ ಕುಮ್ಮಕ್ಕಿನಿಂದಲೇ ದೇಶದ್ರೋಹಿಗಳಿಗೆ ಜೈಲಿನಲ್ಲಿ ರಾಜಾತಿಥ್ಯ: [8, 57, 937, 76]
- bottom-c3-t1: ಈ ಸಂಬಂಧ ರಾಜ್ಯ ಸರ್ಕಾರ ಈಗಾಗಲೇ ವಿಶೇಷ ತನಿಖಾ ತಂಡ ರಚಿಸಿದೆ. ತಂಡವು ಎಲ್ಲ ಆಯಾಮಗಳಲ್ಲಿ ತನಿಖೆ ನಡೆಸುತ್ತಿದೆ.: [376, 723, 548, 740]
- officers-col-2: [651, 374, 935, 546]
- bottom-c1-h3: ಬೆಂಗಳೂರು ಏರ್‌ಪೋರ್ಟ್‌ನಲ್ಲೂ ಹೈ ಅಲರ್ಟ್: [19, 882, 169, 914]
- officers-photo: [651, 374, 935, 494]
- bottom-c2-h3: ಜೆಡಿಡಿ ಗುಡುಗು: [246, 888, 310, 904]
- bottom-c4-t4: 2026ರ ವೇಳೆಗೆ ಯೋಜನೆ ಪೂರ್ಣಗೊಳ್ಳಲಿದೆ. 2021ರಲ್ಲಿ ಆರಂಭವಾದ ಕಾಮಗಾರಿ ಇನ್ನೂ ಮುಗಿದಿಲ್ಲ. ಈ ಬಗ್ಗೆ ಅಧಿಕಾರಿಗಳು ವಿವರಣೆ ನೀಡಿದರು. 37 ಕ್ಕೂ ಹೆಚ್ಚು ಕಾಮಗಾರಿಗಳು ಪ್ರಗತಿಯಲ್ಲಿವೆ. ಬಿಇಎಂಎಲ್ ಸಂಸ್ಥೆಯಿಂದ ಹೊಸ ಘಟಕ ಆರಂಭಿಸಲಾಗುವುದು.: [560, 828, 732, 865]
- terrorist-photo-caption: ಮಾಜಿ ಮುಖ್ಯಮಂತ್ರಿ ಎಚ್.ಡಿ. ಕುಮಾರಸ್ವಾಮಿ: [226, 584, 313, 591]
- bottom-c3-t3: ಪ್ರಕರಣದ ಪ್ರಮುಖ ಆರೋಪಿಯನ್ನು ಬಂಧಿಸಲಾಗಿದೆ. ಆತನಿಂದ ಹಲವು ಮಹತ್ವದ ಮಾಹಿತಿ ಸಿಕ್ಕಿದೆ ಎಂದು ಮೂಲಗಳು ತಿಳಿಸಿವೆ. ಆತನ ಜತೆಗಿದ್ದ ಇನ್ನಿಬ್ಬರ ಪತ್ತೆಗೆ ಶೋಧ ಮುಂದುವರಿದಿದೆ.: [376, 803, 548, 831]
- bottom-c4-t3: ಸರ್ಕಾರ ಈವರೆಗೆ 2.5 ಕೋಟಿ ರೂಪಾಯಿ ಪರಿಹಾರ ವಿತರಿಸಿದೆ. ಉಳಿದ ಮೊತ್ತವನ್ನು ಶೀಘ್ರ ಬಿಡುಗಡೆ ಮಾಡುವುದಾಗಿ ಭರವಸೆ ನೀಡಿದೆ. ಜಿಲ್ಲಾಧಿಕಾರಿಗಳು ಮನವಿ ಸ್ವೀಕರಿಸಿದರು. 21.25 ಕೋಟಿ ಮೊತ್ತದ ಯೋಜನೆಗೆ ಚಾಲನೆ ನೀಡಲಾಯಿತು. 7.5 ಕೋಟಿ ಮೊತ್ತದ ಕಾಮಗಾರಿಗೆ ಅನುಮೋದನೆ ದೊರೆತಿದೆ. 13 ಕೋಟಿ ರೂಪಾಯಿ ವೆಚ್ಚದಲ್ಲಿ ರಸ್ತೆ ಅಭಿವೃದ್ಧಿಪಡಿಸಲಾಗುವುದು.: [560, 777, 732, 823]
- main-photo-caption: ಬೆಂಗಳೂರಿನಲ್ಲಿ ಸಿಎಂ ನಿವಾಸಕ್ಕೆ ಮುತ್ತಿಗೆ ಹಾಕಲು ಯತ್ನಿಸಿದ ಬಿಜೆಪಿ ಮುಖಂಡರು ಹಾಗೂ ಕಾರ್ಯಕರ್ತರು ಪ್ರತಿಭಟನೆ ನಡೆಸಿದರು.: [344, 297, 580, 304]
- left-story1-photo: [8, 270, 187, 362]
- bottom-c2-t4: ಆರೋಪಿಗಳು ವಿದೇಶಿ ಸಿಮ್ ಕಾರ್ಡ್ ಬಳಸಿ ಸಂಪರ್ಕ ಸಾಧಿಸುತ್ತಿದ್ದರು ಎಂಬುದು ತನಿಖೆಯಿಂದ ಬಯಲಾಗಿದೆ. ಹಲವು ಮೊಬೈಲ್ ಫೋನ್‌ಗಳನ್ನು ವಶಪಡಿಸಿಕೊಳ್ಳಲಾಗಿದೆ. ಅವುಗಳ ಫೊರೆನ್ಸಿಕ್ ಪರೀಕ್ಷೆ ನಡೆಸಲಾಗುತ್ತಿದೆ. ಬ್ಯಾಂಕ್ ಖಾತೆಗಳ ವಹಿವಾಟನ್ನೂ ಪರಿಶೀಲಿಸಲಾಗುತ್ತಿದೆ.: [192, 848, 364, 885]
- divider-bottom: [8, 715, 937, 717]
